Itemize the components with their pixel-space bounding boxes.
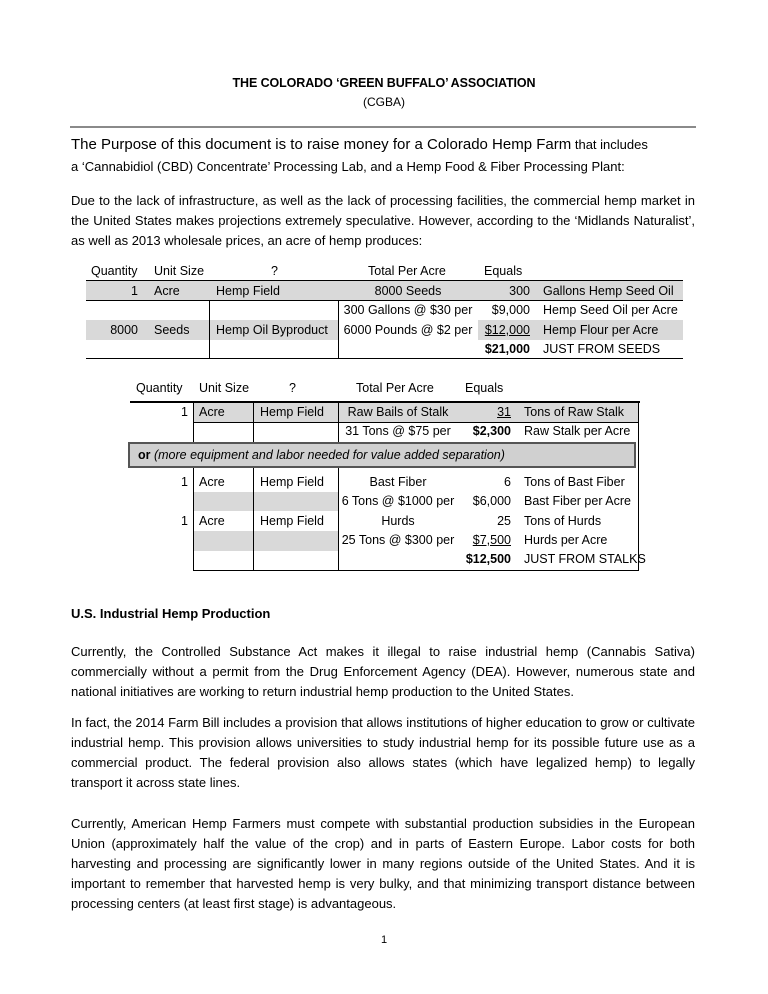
table2-cell: 25 Tons @ $300 per — [341, 533, 455, 547]
purpose-lead-tail: that includes — [571, 137, 648, 152]
table2-cell: Acre — [199, 514, 225, 528]
purpose-line2: a ‘Cannabidiol (CBD) Concentrate’ Processing Lab, and a Hemp Food & Fiber Processing Plant: — [71, 159, 625, 174]
document-title: THE COLORADO ‘GREEN BUFFALO’ ASSOCIATION — [232, 76, 536, 90]
document-subtitle: (CGBA) — [363, 95, 405, 109]
table2-cell: $7,500 — [472, 533, 511, 547]
table2-cell: Tons of Raw Stalk — [524, 405, 625, 419]
table1-header-total: Total Per Acre — [368, 264, 446, 278]
table1-cell: 8000 — [110, 323, 138, 337]
table1-cell: Hemp Seed Oil per Acre — [543, 303, 678, 317]
table1-cell: Seeds — [154, 323, 190, 337]
table1-cell: 300 Gallons @ $30 per — [343, 303, 473, 317]
table2-cell: Tons of Hurds — [524, 514, 602, 528]
table1-cell: 6000 Pounds @ $2 per — [343, 323, 473, 337]
table2-row-shade — [193, 531, 338, 551]
table2-cell: 6 — [504, 475, 511, 489]
section-paragraph-2: In fact, the 2014 Farm Bill includes a provision that allows institutions of higher education to grow or cultivate industrial hemp. This provision allows universities to study industrial hemp for its possible future use as a commercial product. The federal provision also allows states (which have legalized hemp) to legally transport it across state lines. — [71, 715, 695, 790]
table2-total: $12,500 — [465, 552, 511, 566]
table1-header-equals: Equals — [484, 264, 523, 278]
table2-cell: Hemp Field — [260, 475, 324, 489]
table1-cell: 1 — [131, 284, 138, 298]
table1-header-quantity: Quantity — [91, 264, 138, 278]
table1-cell: $12,000 — [484, 323, 530, 337]
table2-cell: Hemp Field — [260, 514, 324, 528]
table2-header-equals: Equals — [465, 381, 504, 395]
or-note-text: (more equipment and labor needed for value added separation) — [150, 448, 505, 462]
table2-divider — [253, 402, 254, 570]
table2-cell: Hurds per Acre — [524, 533, 608, 547]
table1-cell: Acre — [154, 284, 180, 298]
table2-header-quantity: Quantity — [136, 381, 183, 395]
table1-header-unit: Unit Size — [154, 264, 205, 278]
table2-cell: Acre — [199, 475, 225, 489]
table2-cell: Hurds — [381, 514, 415, 528]
table2-header-total: Total Per Acre — [356, 381, 434, 395]
intro-paragraph: Due to the lack of infrastructure, as well as the lack of processing facilities, the commercial hemp market in the United States makes projections extremely speculative. However, according to the ‘Midlands Naturalist’, as well as 2013 wholesale prices, an acre of hemp produces: — [71, 193, 695, 248]
section-paragraph-1: Currently, the Controlled Substance Act makes it illegal to raise industrial hemp (Cannabis Sativa) commercially without a permit from the Drug Enforcement Agency (DEA). However, numerous state and national initiatives are working to return industrial hemp production to the United States. — [71, 644, 695, 699]
table2-cell: Bast Fiber per Acre — [524, 494, 631, 508]
table2-cell: 25 — [497, 514, 511, 528]
table2-cell: Bast Fiber — [369, 475, 427, 489]
table2-cell: 31 Tons @ $75 per — [345, 424, 451, 438]
table1-cell: Hemp Field — [216, 284, 280, 298]
table2-divider — [338, 402, 339, 570]
table1-cell: Gallons Hemp Seed Oil — [543, 284, 674, 298]
table2-cell: $6,000 — [472, 494, 511, 508]
table2-header-unit: Unit Size — [199, 381, 250, 395]
table2-row-shade — [193, 492, 338, 511]
page-number: 1 — [380, 934, 388, 946]
purpose-lead: The Purpose of this document is to raise money for a Colorado Hemp Farm — [71, 136, 572, 153]
section-paragraph-3: Currently, American Hemp Farmers must compete with substantial production subsidies in the European Union (approximately half the value of the crop) and in parts of Eastern Europe. Labor costs for both harvesting and processing are significantly lower in many regions outside of the United States. And it is important to remember that harvested hemp is very bulky, and that minimizing transport distance between processing centers (at least first stage) is advantageous. — [71, 816, 695, 911]
table1-total: $21,000 — [484, 342, 530, 356]
table2-cell: 1 — [181, 475, 188, 489]
table2-cell: Raw Stalk per Acre — [524, 424, 631, 438]
table2-total-label: JUST FROM STALKS — [524, 552, 646, 566]
table2-cell: $2,300 — [472, 424, 511, 438]
table2-cell: 6 Tons @ $1000 per — [341, 494, 455, 508]
table2-header-question: ? — [289, 381, 296, 395]
table2-rule — [193, 570, 639, 571]
table2-cell: Raw Bails of Stalk — [347, 405, 449, 419]
table1-cell: $9,000 — [491, 303, 530, 317]
table2-divider — [638, 402, 639, 570]
table1-cell: Hemp Oil Byproduct — [216, 323, 328, 337]
table1-cell: Hemp Flour per Acre — [543, 323, 659, 337]
table2-cell: 1 — [181, 514, 188, 528]
table2-divider — [193, 402, 194, 570]
table1-cell: 300 — [509, 284, 530, 298]
section-heading: U.S. Industrial Hemp Production — [71, 606, 271, 621]
table2-cell: Acre — [199, 405, 225, 419]
table2-cell: 1 — [181, 405, 188, 419]
table1-cell: 8000 Seeds — [374, 284, 442, 298]
or-label: or — [138, 448, 151, 462]
table2-cell: Hemp Field — [260, 405, 324, 419]
table2-cell: 31 — [497, 405, 511, 419]
table2-cell: Tons of Bast Fiber — [524, 475, 625, 489]
table1-total-label: JUST FROM SEEDS — [543, 342, 661, 356]
value-added-note — [128, 442, 636, 468]
table1-header-question: ? — [271, 264, 278, 278]
